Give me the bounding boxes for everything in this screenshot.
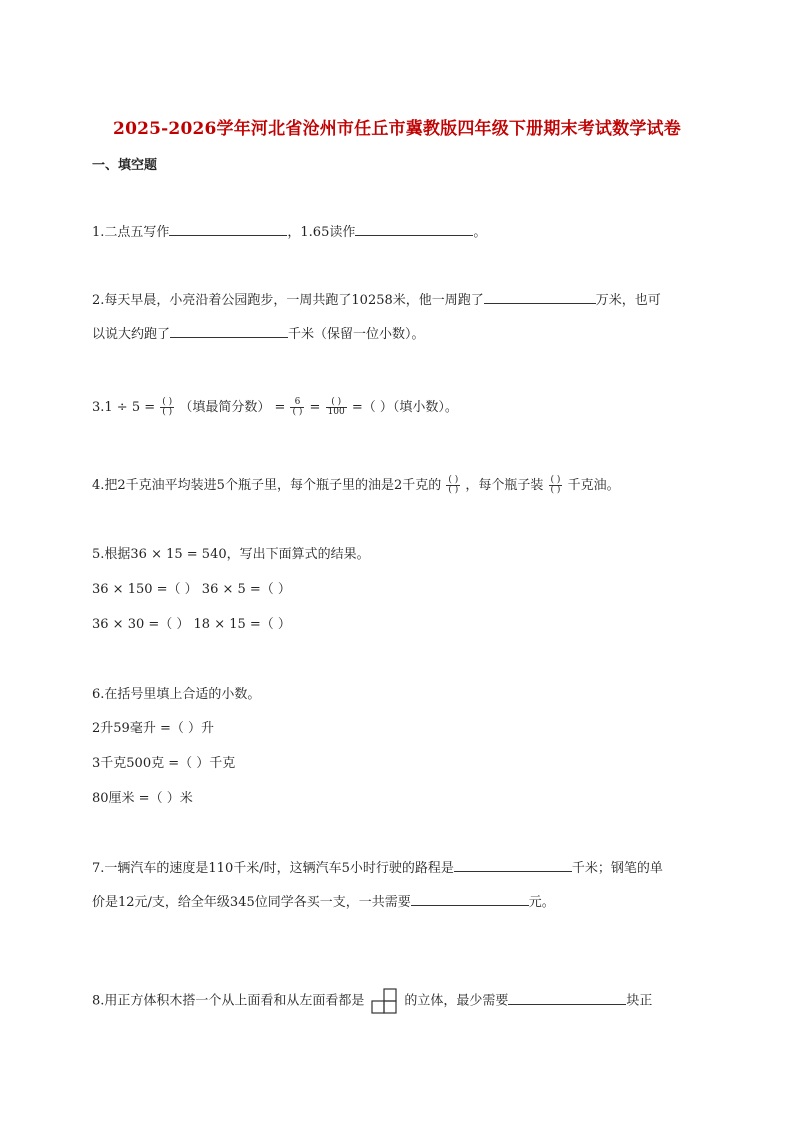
q4-fraction-1: $\frac{( )}{( )}$ (448, 475, 459, 495)
q2-text-c: 以说大约跑了 (92, 327, 171, 342)
q3-text-d: =（ ）（填小数）。 (351, 400, 458, 415)
q2-blank-2[interactable] (170, 325, 288, 338)
q7-blank-1[interactable] (454, 859, 572, 872)
q3-fraction-1: $\frac{( )}{( )}$ (162, 397, 173, 417)
q4-text-b: ，每个瓶子装 (465, 478, 544, 493)
q1-blank-1[interactable] (169, 223, 287, 236)
question-6-row-1: 2升59毫升 =（ ）升 (92, 721, 214, 736)
q3-text-a: 3.1 ÷ 5 = (92, 400, 156, 415)
q7-text-a: 7.一辆汽车的速度是110千米/时，这辆汽车5小时行驶的路程是 (92, 861, 454, 876)
question-3 (92, 398, 458, 417)
q3-fraction-3: $\frac{( )}{100}$ (327, 397, 345, 417)
cube-view-icon (370, 988, 398, 1014)
question-6: 6.在括号里填上合适的小数。 (92, 687, 261, 702)
q2-blank-1[interactable] (484, 291, 596, 304)
question-7-line-2 (92, 893, 555, 912)
q4-text-a: 4.把2千克油平均装进5个瓶子里，每个瓶子里的油是2千克的 (92, 478, 442, 493)
exam-title: 2025-2026学年河北省沧州市任丘市冀教版四年级下册期末考试数学试卷 (113, 119, 681, 139)
question-5-row-1: 36 × 150 =（ ） 36 × 5 =（ ） (92, 582, 291, 597)
q8-text-c: 块正 (626, 993, 653, 1009)
q1-text-a: 1.二点五写作 (92, 225, 170, 240)
q3-text-c: = (309, 400, 321, 415)
question-5: 5.根据36 × 15 = 540，写出下面算式的结果。 (92, 547, 370, 562)
q2-text-b: 万米，也可 (595, 293, 661, 308)
q3-text-b: （填最简分数） = (179, 400, 286, 415)
q2-text-d: 千米（保留一位小数）。 (288, 327, 425, 342)
q4-text-c: 千克油。 (567, 478, 620, 493)
q8-text-a: 8.用正方体积木搭一个从上面看和从左面看都是 (92, 993, 365, 1009)
q7-text-b: 千米；钢笔的单 (571, 861, 663, 876)
q3-fraction-2: $\frac{6}{( )}$ (292, 397, 303, 417)
q8-blank-1[interactable] (508, 992, 626, 1005)
q8-text-b: 的立体，最少需要 (404, 993, 509, 1009)
q4-fraction-2: $\frac{( )}{( )}$ (550, 475, 561, 495)
q1-text-b: ，1.65读作 (287, 225, 356, 240)
question-2-line-2 (92, 325, 425, 344)
question-1 (92, 223, 486, 242)
question-2-line-1 (92, 291, 661, 310)
q7-text-c: 价是12元/支，给全年级345位同学各买一支，一共需要 (92, 895, 411, 910)
q7-text-d: 元。 (528, 895, 555, 910)
q1-blank-2[interactable] (355, 223, 473, 236)
question-7-line-1 (92, 859, 663, 878)
question-5-row-2: 36 × 30 =（ ） 18 × 15 =（ ） (92, 617, 291, 632)
section-heading: 一、填空题 (92, 158, 158, 173)
q2-text-a: 2.每天早晨，小亮沿着公园跑步，一周共跑了10258米，他一周跑了 (92, 293, 484, 308)
question-6-row-2: 3千克500克 =（ ）千克 (92, 756, 236, 771)
question-4 (92, 476, 620, 495)
question-8 (92, 988, 652, 1014)
q1-text-c: 。 (473, 225, 487, 240)
q7-blank-2[interactable] (411, 893, 529, 906)
question-6-row-3: 80厘米 =（ ）米 (92, 791, 193, 806)
